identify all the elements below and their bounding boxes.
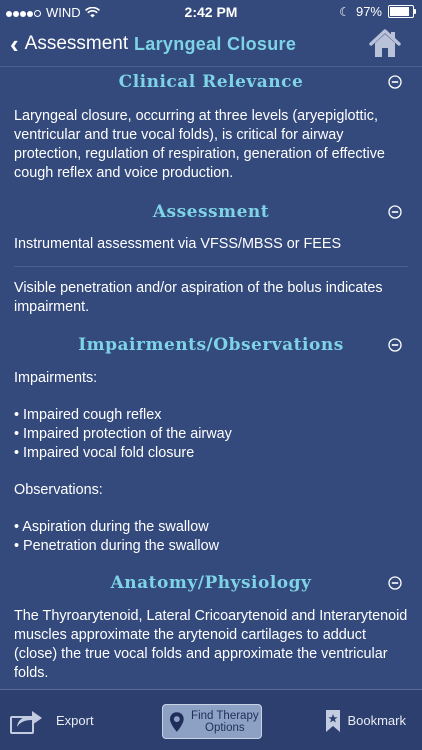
section-header-anatomy-physiology[interactable] xyxy=(0,568,422,598)
page-title: Laryngeal Closure xyxy=(134,34,297,54)
find-therapy-label: Find Therapy Options xyxy=(191,709,259,734)
list-item: • Aspiration during the swallow xyxy=(14,519,209,535)
back-label: Assessment xyxy=(24,33,129,54)
collapse-icon[interactable] xyxy=(388,576,402,590)
bookmark-label: Bookmark xyxy=(347,713,406,728)
collapse-icon[interactable] xyxy=(388,338,402,352)
section-body-assessment xyxy=(0,235,422,317)
observations-label: Observations: xyxy=(14,482,103,498)
moon-icon: ☾ xyxy=(339,4,350,19)
nav-bar xyxy=(0,24,422,67)
collapse-icon[interactable] xyxy=(388,75,402,89)
export-label: Export xyxy=(56,713,94,728)
assessment-text-2: Visible penetration and/or aspiration of the bolus indicates impairment. xyxy=(14,280,383,315)
content-scroll[interactable] xyxy=(0,67,422,689)
section-header-impairments-observations[interactable] xyxy=(0,330,422,360)
find-therapy-options-button[interactable] xyxy=(162,704,262,739)
status-time: 2:42 PM xyxy=(184,4,238,20)
export-button[interactable] xyxy=(10,690,94,750)
carrier-name: WIND xyxy=(46,5,81,20)
section-header-assessment[interactable] xyxy=(0,197,422,227)
impairments-label: Impairments: xyxy=(14,370,98,386)
clinical-relevance-text: Laryngeal closure, occurring at three levels (aryepiglottic, ventricular and true vocal folds), is critical for airway protection, regulation of respiration, generation of effective cough reflex and voice production. xyxy=(14,108,385,181)
anatomy-physiology-text: The Thyroarytenoid, Lateral Cricoarytenoid and Interarytenoid muscles approximate the arytenoid cartilages to adduct (close) the true vocal folds and approximate the ventricular folds. xyxy=(14,608,408,681)
home-button[interactable] xyxy=(368,28,402,60)
chevron-left-icon: ‹ xyxy=(10,29,19,59)
home-icon xyxy=(368,28,402,60)
section-title: Clinical Relevance xyxy=(118,72,304,92)
section-body-impairments-observations xyxy=(0,369,422,556)
section-body-clinical-relevance xyxy=(0,107,422,183)
battery-icon xyxy=(388,5,414,18)
section-header-clinical-relevance[interactable] xyxy=(0,67,422,97)
section-title: Assessment xyxy=(152,202,270,222)
collapse-icon[interactable] xyxy=(388,205,402,219)
list-item: • Impaired vocal fold closure xyxy=(14,445,195,461)
section-body-anatomy-physiology xyxy=(0,607,422,683)
status-bar xyxy=(0,0,422,24)
bookmark-button[interactable] xyxy=(325,690,406,750)
location-pin-icon xyxy=(169,711,185,733)
assessment-text-1: Instrumental assessment via VFSS/MBSS or FEES xyxy=(14,236,342,252)
back-button[interactable] xyxy=(10,29,129,59)
section-title: Impairments/Observations xyxy=(78,335,344,355)
section-title: Anatomy/Physiology xyxy=(110,573,312,593)
export-icon xyxy=(10,708,44,734)
divider xyxy=(14,266,408,267)
list-item: • Impaired cough reflex xyxy=(14,407,162,423)
battery-fill xyxy=(390,7,409,16)
bottom-toolbar xyxy=(0,689,422,750)
bookmark-icon xyxy=(325,709,341,733)
status-right xyxy=(339,4,414,19)
battery-percent: 97% xyxy=(355,4,382,19)
list-item: • Impaired protection of the airway xyxy=(14,426,232,442)
list-item: • Penetration during the swallow xyxy=(14,538,220,554)
